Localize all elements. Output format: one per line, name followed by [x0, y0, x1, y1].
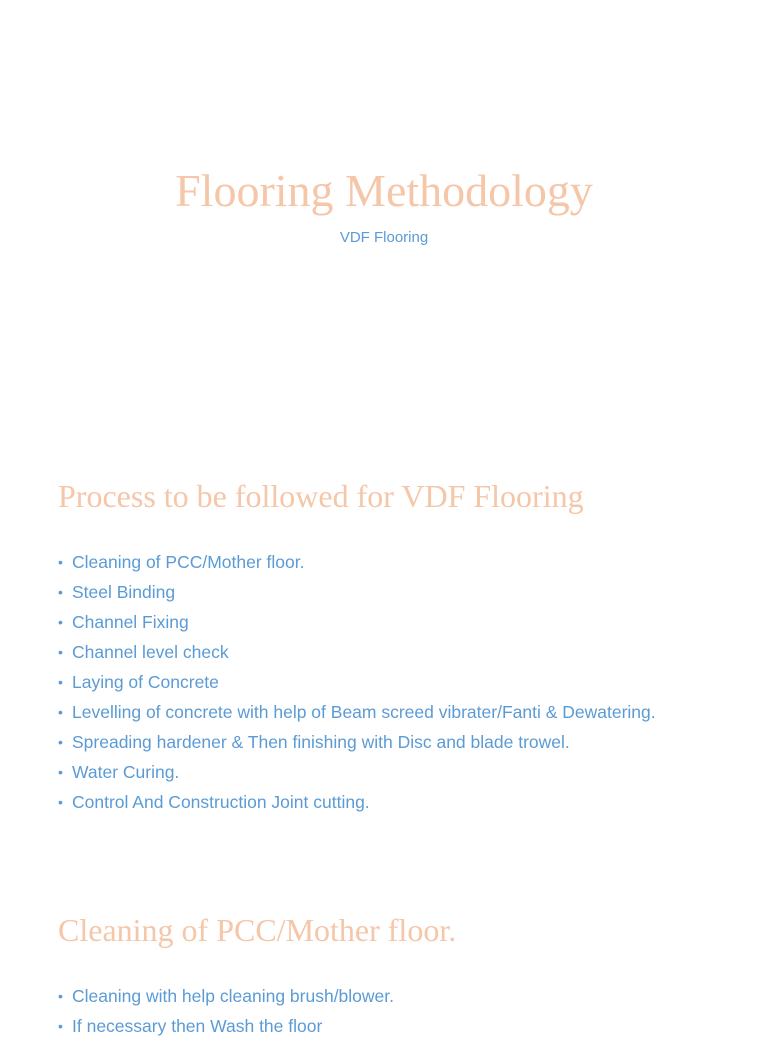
- bullet-icon: •: [58, 584, 63, 600]
- bullet-icon: •: [58, 554, 63, 570]
- bullet-icon: •: [58, 614, 63, 630]
- bullet-icon: •: [58, 988, 63, 1004]
- list-item: • Levelling of concrete with help of Beam screed vibrater/Fanti & Dewatering.: [58, 697, 656, 727]
- list-item: • Water Curing.: [58, 757, 656, 787]
- bullet-icon: •: [58, 704, 63, 720]
- process-heading: Process to be followed for VDF Flooring: [58, 478, 584, 514]
- process-list: [58, 547, 656, 817]
- cleaning-heading: Cleaning of PCC/Mother floor.: [58, 912, 457, 948]
- list-item: • Cleaning of PCC/Mother floor.: [58, 547, 656, 577]
- bullet-icon: •: [58, 734, 63, 750]
- list-item: • If necessary then Wash the floor: [58, 1011, 394, 1041]
- list-item: • Channel Fixing: [58, 607, 656, 637]
- slide-subtitle: VDF Flooring: [339, 229, 429, 246]
- list-item: • Laying of Concrete: [58, 667, 656, 697]
- list-item: • Channel level check: [58, 637, 656, 667]
- list-item: • Cleaning with help cleaning brush/blower.: [58, 981, 394, 1011]
- cleaning-list: [58, 981, 394, 1041]
- list-item: • Steel Binding: [58, 577, 656, 607]
- list-item: • Spreading hardener & Then finishing with Disc and blade trowel.: [58, 727, 656, 757]
- bullet-icon: •: [58, 674, 63, 690]
- list-item: • Control And Construction Joint cutting.: [58, 787, 656, 817]
- bullet-icon: •: [58, 794, 63, 810]
- bullet-icon: •: [58, 1018, 63, 1034]
- slide-title: Flooring Methodology: [175, 165, 593, 216]
- bullet-icon: •: [58, 644, 63, 660]
- bullet-icon: •: [58, 764, 63, 780]
